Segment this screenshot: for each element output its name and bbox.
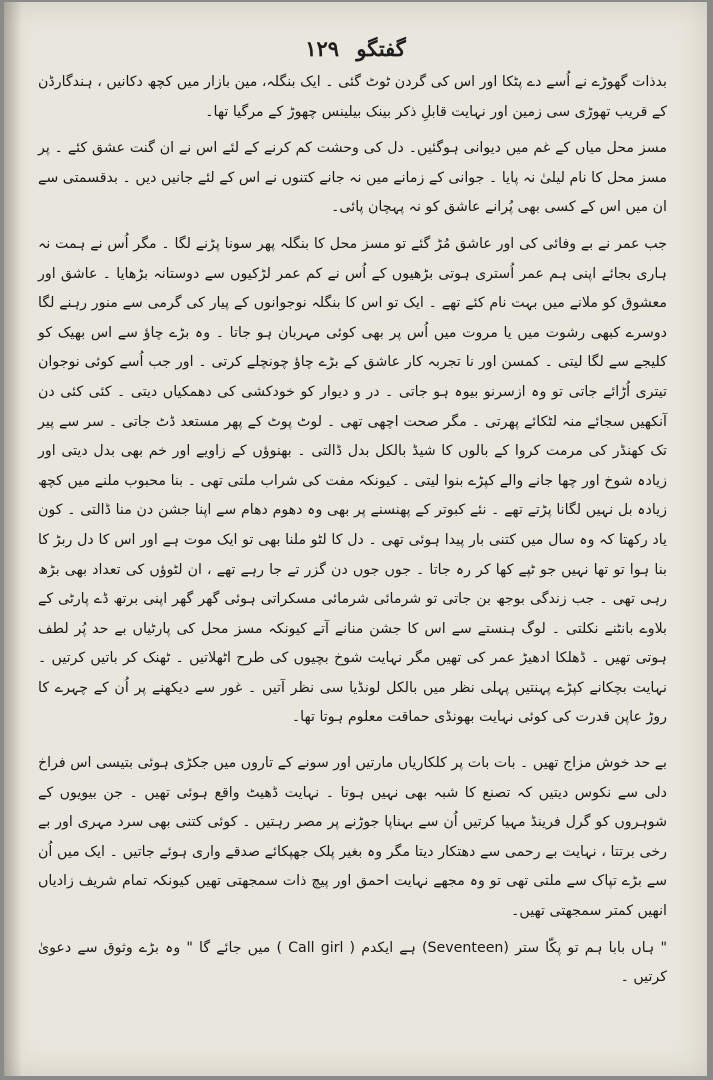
running-header	[4, 36, 707, 61]
paragraph: جب عمر نے بے وفائی کی اور عاشق مُڑ گئے تو مسز محل کا بنگلہ پھر سونا پڑنے لگا ۔ مگر اُس نے ہمت نہ ہاری بجائے اپنی ہم عمر اُستری ہوتی بڑھیوں کے اُس نے کم عمر لڑکیوں سے دوستانہ بڑھایا ۔ عاشق اور معشوق کو ملانے میں بہت نام کئے تھے ۔ ایک تو اس کا بنگلہ نوجوانوں کے پیار کی گرمی سے منور رہنے لگا دوسرے کبھی رشوت میں یا مروت میں اُس پر بھی کوئی مہربان ہو جاتا ۔ وہ بڑے چاؤ سے اس بھیک کو کلیجے سے لگا لیتی ۔ کمسن اور نا تجربہ کار عاشق کے بڑے چاؤ چونچلے کرتی ۔ اور جب اُسے کوئی نوجوان تیتری اُڑائے جاتی تو وہ ازسرنو بیوہ ہو جاتی ۔ در و دیوار کو خودکشی کی دھمکیاں دیتی ۔ کئی کئی دن آنکھیں سجائے منہ لٹکائے پھرتی ۔ مگر صحت اچھی تھی ۔ لوٹ پوٹ کے پھر مستعد ڈٹ جاتی ۔ سر سے پیر تک کھنڈر کی مرمت کروا کے بالوں کا شیڈ بالکل بدل ڈالتی ۔ بھنوؤں کے زاویے اور خم بھی بدل دیتی اور زیادہ شوخ اور چھا جانے والے کپڑے بنوا لیتی ۔ کیونکہ مفت کی شراب ملتی تھی ۔ بنا محبوب ملنے میں کچھ زیادہ بل نہیں لگانا پڑتے تھے ۔ نئے کبوتر کے پھنسنے پر بھی وہ دھوم دھام سے اپنا جشن دن منا ڈالتی ۔ کون یاد رکھتا کہ وہ سال میں کتنی بار پیدا ہوئی تھی ۔ دل کا لٹو ملنا بھی تو ایک موت ہے اور اس کا دل ربڑ کا بنا ہوا تو تھا نہیں جو ٹپے کھا کر رہ جاتا ۔ جوں جوں دن گزر تے جا رہے تھے ، ان لٹوؤں کی تعداد بھی بڑھ رہی تھی ۔ جب زندگی بوجھ بن جاتی تو شرمائی شرمائی مسکراتی ہوئی گھر گھر اپنی برتھ ڈے پارٹی کے بلاوے بانٹنے نکلتی ۔ لوگ ہنستے سے اس کا جشن منانے آتے کیونکہ مسز محل کی پارٹیاں بے حد پُر لطف ہوتی تھیں ۔ ڈھلکا ادھیڑ عمر کی تھیں مگر نہایت شوخ بچیوں کی طرح اٹھلاتیں ۔ ٹھنک کر باتیں کرتیں ۔ نہایت بچکانے کپڑے پہنتیں پہلی نظر میں بالکل لونڈیا سی نظر آتیں ۔ غور سے دیکھنے پر اُن کے چہرے کا روڑ عاپن قدرت کی کوئی نہایت بھونڈی حماقت معلوم ہوتا تھا۔	[38, 235, 667, 726]
paragraph: " ہاں بابا ہم تو پکّا ستر (Seventeen) ہے ایکدم ( Call girl ) میں جائے گا " وہ بڑے وثوق سے دعویٰ کرتیں ۔	[38, 939, 667, 986]
paragraph: مسز محل میاں کے غم میں دیوانی ہوگئیں۔ دل کی وحشت کم کرنے کے لئے اس نے ان گنت عشق کئے ۔ پر مسز محل کا نام لیلیٰ نہ پایا ۔ جوانی کے زمانے میں نہ جانے کتنوں نے اس کے لئے جانیں دیں ۔ بدقسمتی سے ان میں اس کے کسی بھی پُرانے عاشق کو نہ پہچان پائی۔	[38, 140, 667, 216]
binding-shadow	[4, 2, 22, 1076]
book-page	[4, 2, 707, 1076]
page-number: ۱۲۹	[305, 36, 340, 61]
header-title: گفتگو	[356, 36, 406, 61]
paragraph: بے حد خوش مزاج تھیں ۔ بات بات پر کلکاریاں مارتیں اور سونے کے تاروں میں جکڑی ہوئی بتیسی اس فراخ دلی سے نکوس دیتیں کہ تصنع کا شبہ بھی نہیں ہوتا ۔ نہایت ڈھیٹ واقع ہوئی تھیں ۔ جن بیویوں کے شوہروں کو گرل فرینڈ مہیا کرتیں اُن سے بہناپا جوڑنے پر مصر رہتیں ۔ کوئی کتنی بھی سرد مہری اور بے رخی برتتا ، نہایت بے رحمی سے دھتکار دیتا مگر وہ بغیر پلک جھپکائے صدقے واری ہوئے جاتیں ۔ ایک میں اُن سے بڑے تپاک سے ملتی تھی تو وہ مجھے نہایت احمق اور پیچ ذات سمجھتی تھیں کیونکہ تمام شریف زادیاں انھیں کمتر سمجھتی تھیں۔	[38, 755, 667, 920]
paragraph: بدذات گھوڑے نے اُسے دے پٹکا اور اس کی گردن ٹوٹ گئی ۔ ایک بنگلہ، مین بازار میں کچھ دکانیں ، ہندگارڈن کے قریب تھوڑی سی زمین اور نہایت قابلِ ذکر بینک بیلینس چھوڑ کے مرگیا تھا۔	[38, 74, 667, 120]
body-text	[38, 68, 667, 993]
